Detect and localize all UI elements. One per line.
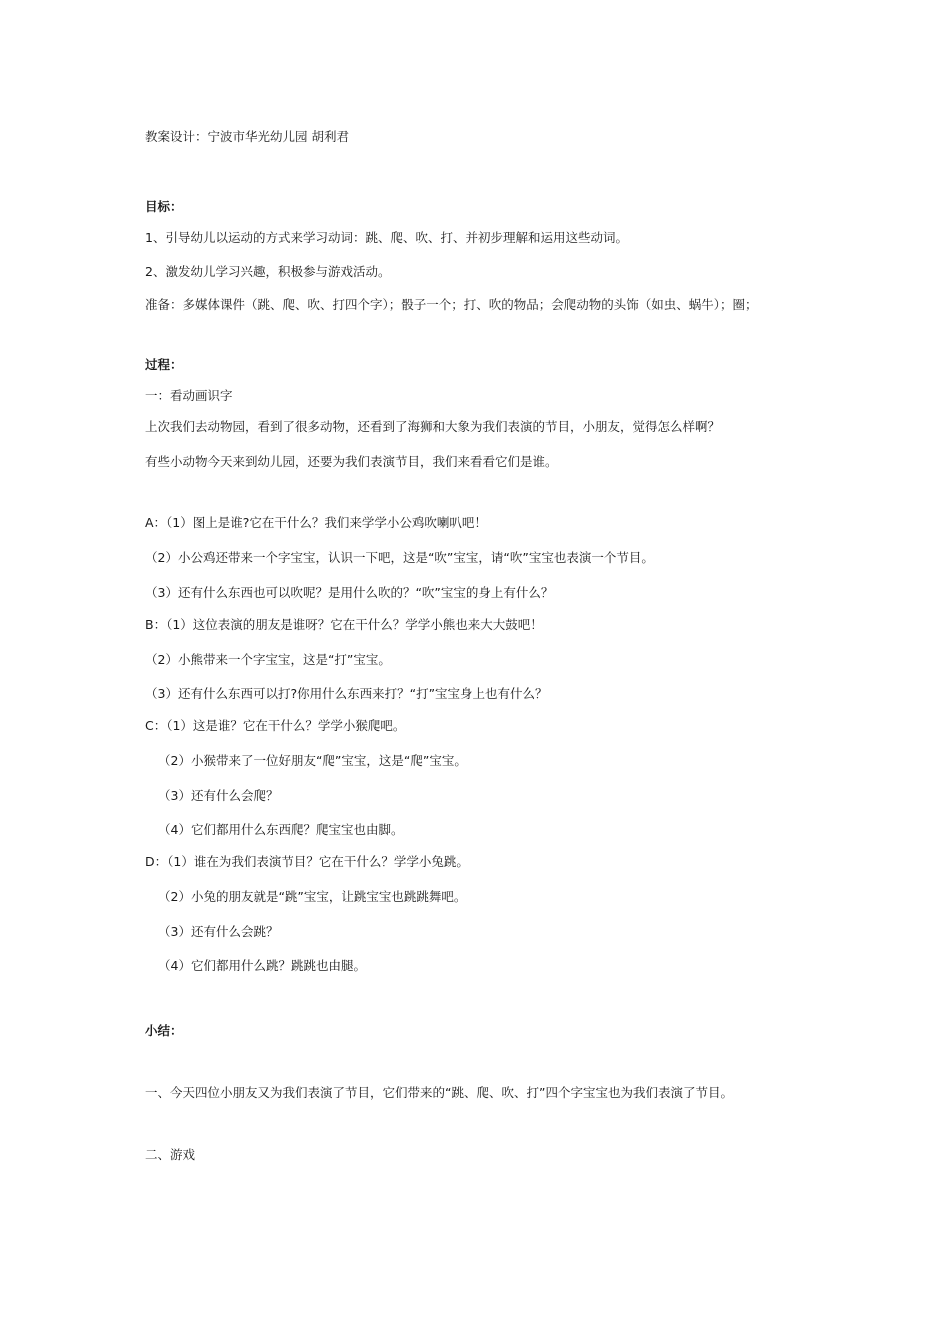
lesson-design-credit: 教案设计：宁波市华光幼儿园 胡利君 bbox=[145, 129, 349, 144]
part-d-line: （2）小兔的朋友就是“跳”宝宝，让跳宝宝也跳跳舞吧。 bbox=[158, 889, 467, 904]
part-d-line: （4）它们都用什么跳？跳跳也由腿。 bbox=[158, 958, 366, 973]
intro-paragraph: 有些小动物今天来到幼儿园，还要为我们表演节目，我们来看看它们是谁。 bbox=[145, 454, 558, 469]
goal-item: 1、引导幼儿以运动的方式来学习动词：跳、爬、吹、打、并初步理解和运用这些动词。 bbox=[145, 230, 628, 245]
part-a-line: A：（1）图上是谁?它在干什么？我们来学学小公鸡吹喇叭吧！ bbox=[145, 515, 487, 530]
part-c-line: （3）还有什么会爬？ bbox=[158, 788, 279, 803]
part-b-line: （2）小熊带来一个字宝宝，这是“打”宝宝。 bbox=[145, 652, 391, 667]
goals-heading: 目标： bbox=[145, 199, 183, 214]
part-b-line: （3）还有什么东西可以打?你用什么东西来打？“打”宝宝身上也有什么？ bbox=[145, 686, 548, 701]
part-d-line: （3）还有什么会跳？ bbox=[158, 924, 279, 939]
summary-text: 一、今天四位小朋友又为我们表演了节目，它们带来的“跳、爬、吹、打”四个字宝宝也为我们表演了节目。 bbox=[145, 1085, 733, 1100]
section-one-title: 一：看动画识字 bbox=[145, 388, 233, 403]
process-heading: 过程： bbox=[145, 357, 183, 372]
goal-item: 2、激发幼儿学习兴趣，积极参与游戏活动。 bbox=[145, 264, 391, 279]
part-a-line: （3）还有什么东西也可以吹呢？是用什么吹的？“吹”宝宝的身上有什么？ bbox=[145, 585, 554, 600]
part-d-line: D：（1）谁在为我们表演节目？它在干什么？学学小兔跳。 bbox=[145, 854, 469, 869]
intro-paragraph: 上次我们去动物园，看到了很多动物，还看到了海狮和大象为我们表演的节目，小朋友，觉得怎么样啊？ bbox=[145, 419, 721, 434]
preparation-line: 准备：多媒体课件（跳、爬、吹、打四个字）；骰子一个；打、吹的物品；会爬动物的头饰（如虫、蜗牛）；圈； bbox=[145, 297, 758, 312]
part-c-line: （4）它们都用什么东西爬？爬宝宝也由脚。 bbox=[158, 822, 404, 837]
section-two-title: 二、游戏 bbox=[145, 1147, 196, 1162]
part-c-line: （2）小猴带来了一位好朋友“爬”宝宝，这是“爬”宝宝。 bbox=[158, 753, 467, 768]
part-b-line: B：（1）这位表演的朋友是谁呀？它在干什么？学学小熊也来大大鼓吧！ bbox=[145, 617, 543, 632]
summary-heading: 小结： bbox=[145, 1023, 183, 1038]
part-c-line: C：（1）这是谁？它在干什么？学学小猴爬吧。 bbox=[145, 718, 406, 733]
part-a-line: （2）小公鸡还带来一个字宝宝，认识一下吧，这是“吹”宝宝，请“吹”宝宝也表演一个节目。 bbox=[145, 550, 654, 565]
